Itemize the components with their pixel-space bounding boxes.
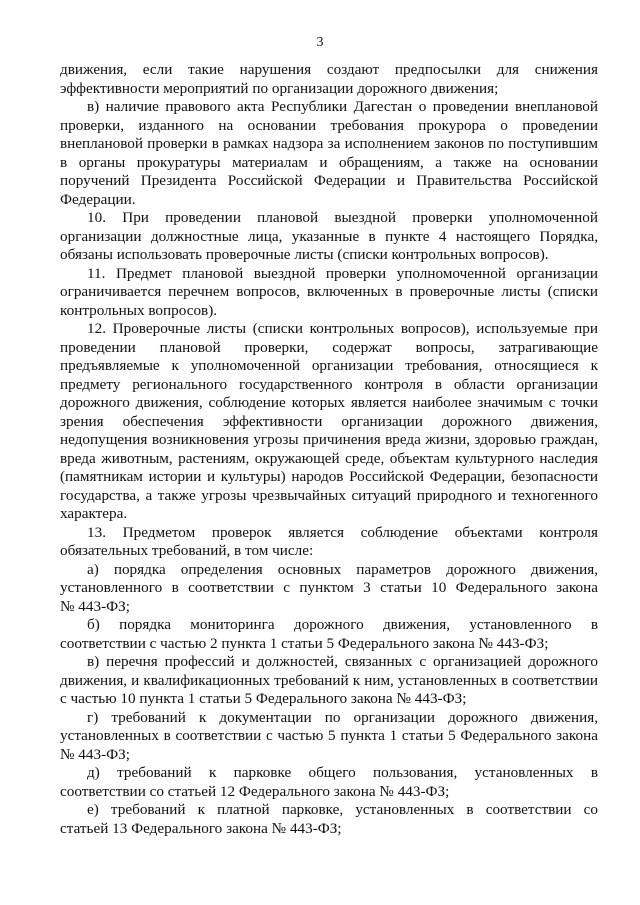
text-line: контрольных вопросов). bbox=[60, 301, 218, 319]
text-line: в органы прокуратуры материалам и обращениям, а также на основании bbox=[60, 153, 598, 171]
text-line: № 443-ФЗ; bbox=[60, 745, 130, 763]
text-line: недопущения возникновения угрозы причинения вреда жизни, здоровью граждан, bbox=[60, 431, 598, 448]
text-line: статьей 13 Федерального закона № 443-ФЗ; bbox=[60, 819, 342, 837]
text-line: ограничивается перечнем вопросов, включенных в проверочные листы (списки bbox=[60, 283, 598, 300]
text-line: установленных в соответствии с частью 5 пункта 1 статьи 5 Федерального закона bbox=[60, 727, 598, 744]
text-line: е) требований к платной парковке, установленных в соответствии со bbox=[87, 801, 598, 818]
text-line: внеплановой проверки в рамках надзора за исполнением законов по поступившим bbox=[60, 135, 598, 152]
text-line: а) порядка определения основных параметров дорожного движения, bbox=[87, 560, 598, 578]
text-line: б) порядка мониторинга дорожного движения, установленного в bbox=[87, 616, 598, 633]
text-line: с частью 10 пункта 1 статьи 5 Федерального закона № 443-ФЗ; bbox=[60, 690, 467, 707]
page-number: 3 bbox=[316, 35, 324, 50]
text-line: 10. При проведении плановой выездной проверки уполномоченной bbox=[87, 209, 598, 226]
text-line: государства, а также угрозы чрезвычайных ситуаций природного и техногенного bbox=[60, 486, 598, 504]
text-line: Федерации. bbox=[60, 190, 136, 208]
text-line: движения, если такие нарушения создают предпосылки для снижения bbox=[60, 61, 598, 78]
document-body bbox=[60, 61, 598, 838]
text-line: установленного в соответствии с пунктом 3 статьи 10 Федерального закона bbox=[60, 579, 598, 596]
text-line: № 443-ФЗ; bbox=[60, 597, 130, 615]
text-line: вреда животным, растениям, окружающей среде, объектам культурного наследия bbox=[60, 449, 598, 467]
text-line: г) требований к документации по организации дорожного движения, bbox=[87, 708, 598, 726]
text-line: д) требований к парковке общего пользования, установленных в bbox=[87, 764, 598, 781]
text-line: в) наличие правового акта Республики Дагестан о проведении внеплановой bbox=[87, 98, 598, 115]
text-line: движения, и квалификационных требований к ним, установленных в соответствии bbox=[60, 671, 598, 689]
text-line: обязательных требований, в том числе: bbox=[60, 542, 314, 559]
text-line: соответствии с частью 2 пункта 1 статьи 5 Федерального закона № 443-ФЗ; bbox=[60, 634, 549, 652]
text-line: 13. Предметом проверок является соблюдение объектами контроля bbox=[87, 523, 598, 541]
text-line: (памятникам истории и культуры) народов Российской Федерации, безопасности bbox=[60, 468, 598, 485]
text-line: обязаны использовать проверочные листы (списки контрольных вопросов). bbox=[60, 246, 549, 263]
text-line: 12. Проверочные листы (списки контрольных вопросов), используемые при bbox=[87, 320, 598, 337]
text-line: организации должностные лица, указанные в пункте 4 настоящего Порядка, bbox=[60, 227, 598, 245]
text-line: в) перечня профессий и должностей, связанных с организацией дорожного bbox=[87, 653, 598, 670]
text-line: 11. Предмет плановой выездной проверки уполномоченной организации bbox=[87, 264, 598, 282]
text-line: характера. bbox=[60, 505, 128, 522]
text-line: предъявляемые к уполномоченной организации требования, относящиеся к bbox=[60, 357, 598, 374]
text-line: проверки, изданного на основании требования прокурора о проведении bbox=[60, 116, 598, 134]
text-line: предмету регионального государственного контроля в области организации bbox=[60, 375, 598, 393]
text-line: проведении плановой проверки, содержат вопросы, затрагивающие bbox=[60, 338, 598, 356]
text-line: соответствии со статьей 12 Федерального закона № 443-ФЗ; bbox=[60, 782, 450, 800]
text-line: эффективности мероприятий по организации дорожного движения; bbox=[60, 79, 499, 97]
text-line: поручений Президента Российской Федерации и Правительства Российской bbox=[60, 172, 598, 189]
text-line: дорожного движения, соблюдение которых является наиболее значимым с точки bbox=[60, 394, 598, 411]
text-line: зрения обеспечения эффективности организации дорожного движения, bbox=[60, 412, 598, 430]
